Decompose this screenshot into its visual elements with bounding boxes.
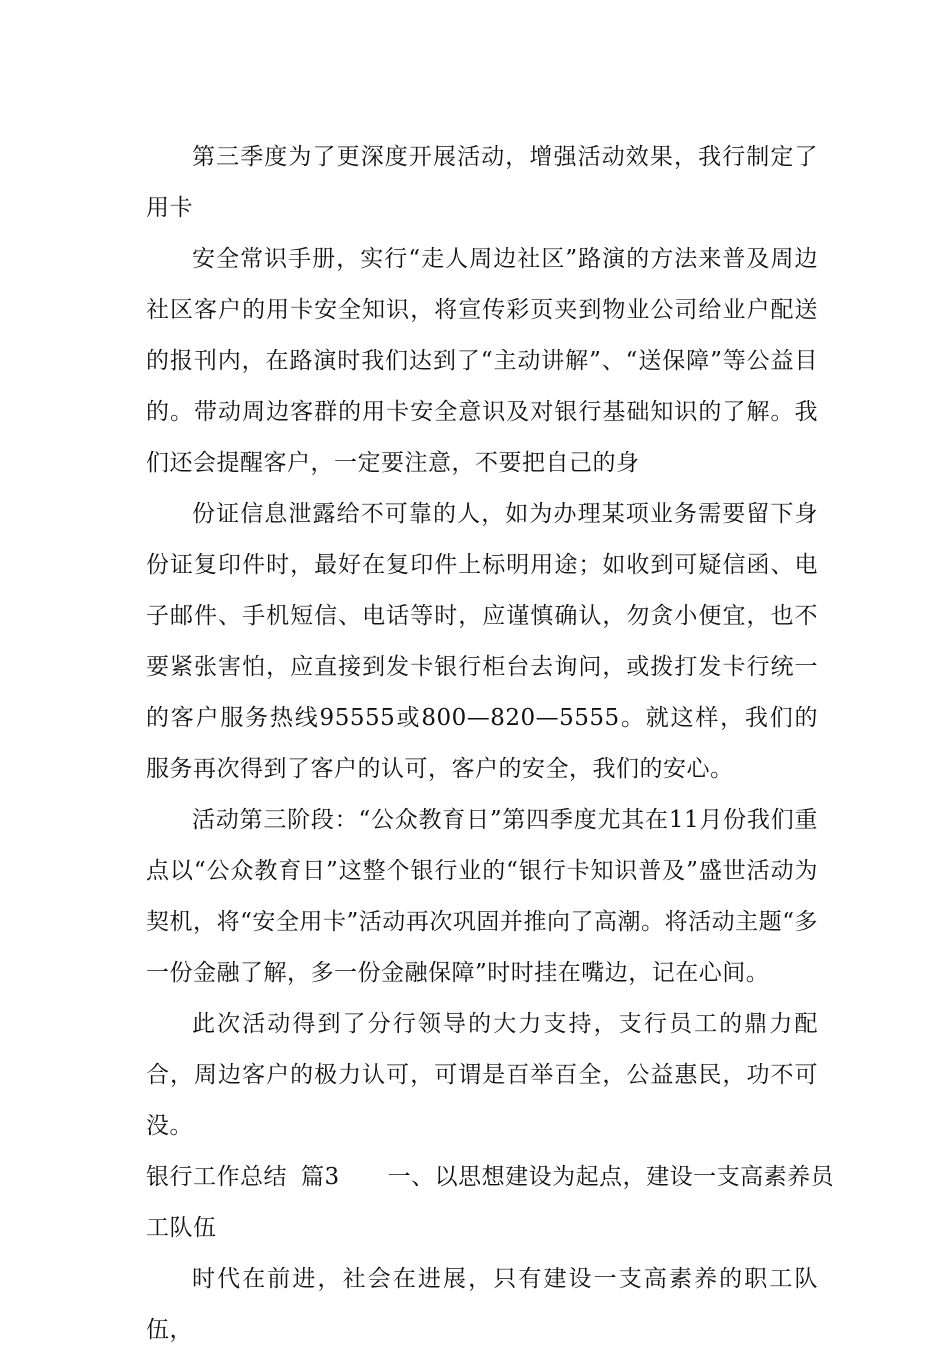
heading-title: 银行工作总结 [146,1164,287,1190]
heading-part: 篇3 [301,1164,340,1190]
paragraph-5: 此次活动得到了分行领导的大力支持，支行员工的鼎力配合，周边客户的极力认可，可谓是百举百全，公益惠民，功不可没。 [146,1011,818,1139]
paragraph-1: 第三季度为了更深度开展活动，增强活动效果，我行制定了用卡 [146,144,818,221]
body-text [146,132,835,1356]
section-heading [146,1152,835,1203]
heading-text-first: 一、以思想建设为起点，建设一支高素养员 [387,1164,835,1190]
paragraph-3: 份证信息泄露给不可靠的人，如为办理某项业务需要留下身份证复印件时，最好在复印件上标明用途；如收到可疑信函、电子邮件、手机短信、电话等时，应谨慎确认，勿贪小便宜，也不要紧张害怕，应直接到发卡银行柜台去询问，或拨打发卡行统一的客户服务热线95555或800—820—5555。就这样，我们的服务再次得到了客户的认可，客户的安全，我们的安心。 [146,501,818,782]
paragraph-6: 时代在前进，社会在进展，只有建设一支高素养的职工队伍， [146,1266,818,1343]
heading-continuation: 工队伍 [146,1215,217,1241]
paragraph-4: 活动第三阶段：“公众教育日”第四季度尤其在11月份我们重点以“公众教育日”这整个银行业的“银行卡知识普及”盛世活动为契机，将“安全用卡”活动再次巩固并推向了高潮。将活动主题“多一份金融了解，多一份金融保障”时时挂在嘴边，记在心间。 [146,807,818,986]
paragraph-2: 安全常识手册，实行“走人周边社区”路演的方法来普及周边社区客户的用卡安全知识，将宣传彩页夹到物业公司给业户配送的报刊内，在路演时我们达到了“主动讲解”、“送保障”等公益目的。带动周边客群的用卡安全意识及对银行基础知识的了解。我们还会提醒客户，一定要注意，不要把自己的身 [146,246,818,476]
